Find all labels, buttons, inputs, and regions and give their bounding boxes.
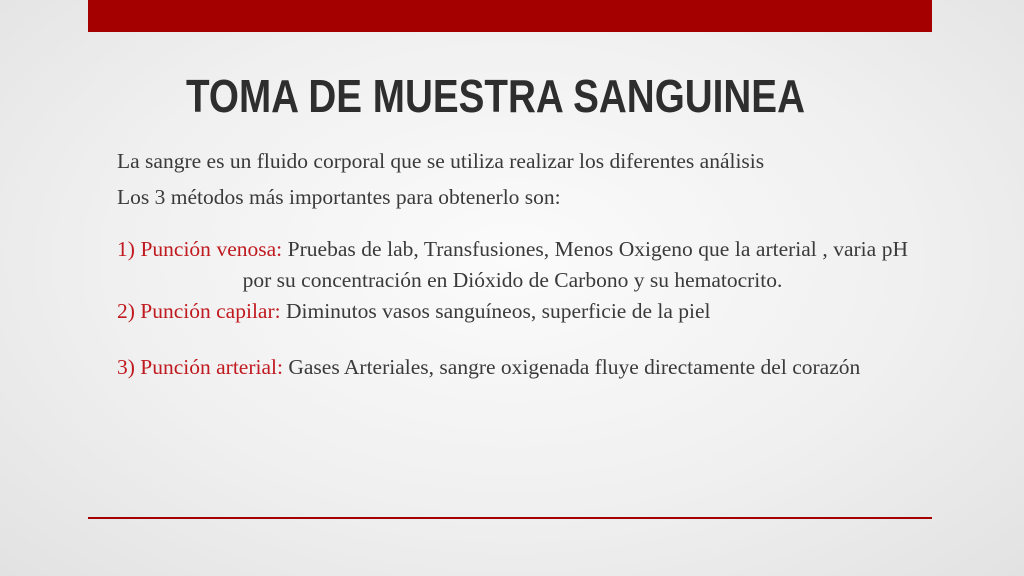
method-capilar-text: Diminutos vasos sanguíneos, superficie de la piel xyxy=(280,299,711,323)
method-capilar xyxy=(117,296,908,327)
intro-line-1: La sangre es un fluido corporal que se utiliza realizar los diferentes análisis xyxy=(117,149,765,173)
method-arterial-text: Gases Arteriales, sangre oxigenada fluye directamente del corazón xyxy=(282,355,861,379)
slide-title: TOMA DE MUESTRA SANGUINEA xyxy=(186,70,805,122)
top-accent-bar xyxy=(88,0,932,32)
intro-line-2: Los 3 métodos más importantes para obtenerlo son: xyxy=(117,185,561,209)
method-venosa-text: Pruebas de lab, Transfusiones, Menos Oxigeno que la arterial , varia pH por su concentración en Dióxido de Carbono y su hematocrito. xyxy=(242,237,909,292)
bottom-divider xyxy=(88,517,932,519)
method-capilar-label: 2) Punción capilar: xyxy=(117,299,281,323)
method-arterial xyxy=(117,352,908,383)
method-venosa xyxy=(117,234,908,296)
method-arterial-label: 3) Punción arterial: xyxy=(117,355,283,379)
slide-body xyxy=(117,146,908,383)
method-venosa-label: 1) Punción venosa: xyxy=(117,237,283,261)
